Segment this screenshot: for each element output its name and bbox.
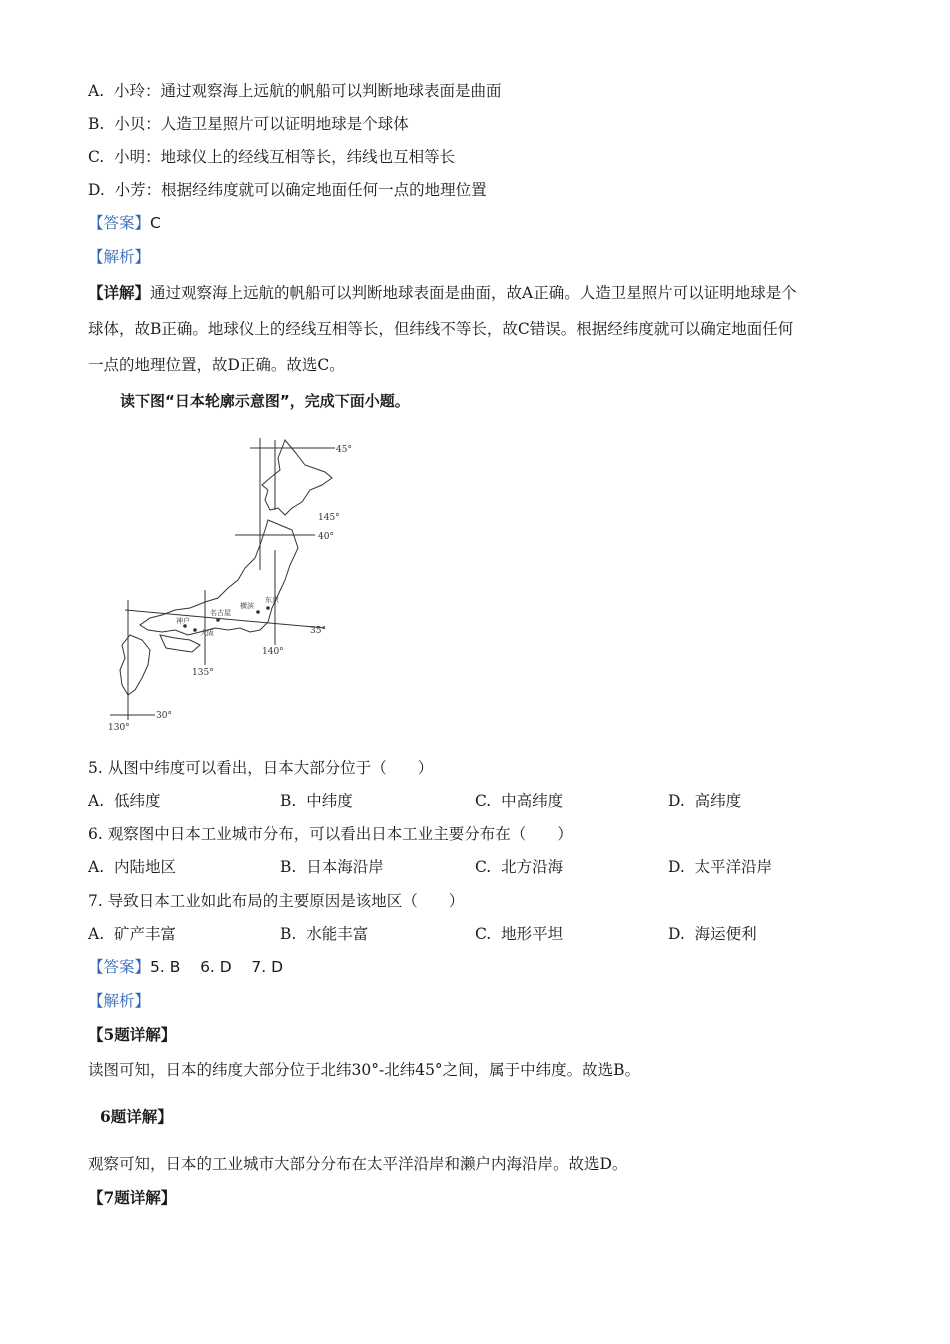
tokyo-dot [266, 606, 270, 610]
q5-option-b: B. 中纬度 [280, 792, 353, 810]
label-tokyo: 东京 [265, 596, 279, 604]
label-osaka: 大阪 [200, 629, 214, 637]
q4-option-a: A. 小玲：通过观察海上远航的帆船可以判断地球表面是曲面 [88, 82, 502, 100]
label-nagoya: 名古屋 [210, 609, 231, 617]
q6-option-c: C. 北方沿海 [475, 858, 564, 876]
label-lat30: 30° [156, 711, 172, 721]
q5-option-d: D. 高纬度 [668, 792, 742, 810]
detail-5-heading: 【5题详解】 [88, 1025, 177, 1044]
q6-option-a: A. 内陆地区 [88, 858, 176, 876]
q4-option-c: C. 小明：地球仪上的经线互相等长，纬线也互相等长 [88, 148, 456, 166]
detail-6-heading: 6题详解】 [100, 1107, 173, 1126]
osaka-dot [193, 628, 197, 632]
nagoya-dot [216, 618, 220, 622]
hokkaido-outline [262, 440, 332, 515]
q6-stem: 6. 观察图中日本工业城市分布，可以看出日本工业主要分布在（ ） [88, 825, 573, 843]
q4-option-b: B. 小贝：人造卫星照片可以证明地球是个球体 [88, 115, 409, 133]
answers-line: 【答案】5. B 6. D 7. D [88, 958, 284, 976]
q5-stem: 5. 从图中纬度可以看出，日本大部分位于（ ） [88, 759, 434, 777]
label-lat35: 35° [310, 626, 326, 636]
q6-option-d: D. 太平洋沿岸 [668, 858, 773, 876]
q7-stem: 7. 导致日本工业如此布局的主要原因是该地区（ ） [88, 892, 465, 910]
q5-option-a: A. 低纬度 [88, 792, 161, 810]
q4-detail-line-2: 球体，故B正确。地球仪上的经线互相等长，但纬线不等长，故C错误。根据经纬度就可以确定地面任何 [88, 320, 794, 338]
japan-outline-map [100, 430, 360, 740]
q7-option-b: B. 水能丰富 [280, 925, 369, 943]
label-lon145: 145° [318, 513, 340, 523]
detail-6-text: 观察可知，日本的工业城市大部分分布在太平洋沿岸和濑户内海沿岸。故选D。 [88, 1155, 628, 1173]
q7-option-d: D. 海运便利 [668, 925, 757, 943]
q4-answer: 【答案】C [88, 214, 161, 232]
label-lon140: 140° [262, 647, 284, 657]
label-lat40: 40° [318, 532, 334, 542]
q4-analysis: 【解析】 [88, 248, 151, 266]
label-yokohama: 横滨 [240, 602, 254, 610]
intro-text: 读下图“日本轮廓示意图”，完成下面小题。 [120, 392, 410, 410]
label-lon130: 130° [108, 723, 130, 733]
q5-option-c: C. 中高纬度 [475, 792, 564, 810]
q4-option-d: D. 小芳：根据经纬度就可以确定地面任何一点的地理位置 [88, 181, 487, 199]
kyushu-outline [120, 635, 150, 695]
honshu-outline [140, 520, 298, 635]
label-lon135: 135° [192, 668, 214, 678]
detail-5-text: 读图可知，日本的纬度大部分位于北纬30°-北纬45°之间，属于中纬度。故选B。 [88, 1061, 641, 1079]
analysis-heading: 【解析】 [88, 992, 151, 1010]
q7-option-a: A. 矿产丰富 [88, 925, 176, 943]
q6-option-b: B. 日本海沿岸 [280, 858, 384, 876]
q4-detail-line-1: 【详解】通过观察海上远航的帆船可以判断地球表面是曲面，故A正确。人造卫星照片可以证明地球是个 [88, 283, 797, 302]
yokohama-dot [256, 610, 260, 614]
q4-detail-line-3: 一点的地理位置，故D正确。故选C。 [88, 356, 345, 374]
label-lat45: 45° [336, 445, 352, 455]
detail-7-heading: 【7题详解】 [88, 1188, 177, 1207]
label-kobe: 神户 [176, 617, 190, 625]
q7-option-c: C. 地形平坦 [475, 925, 564, 943]
shikoku-outline [160, 635, 200, 652]
